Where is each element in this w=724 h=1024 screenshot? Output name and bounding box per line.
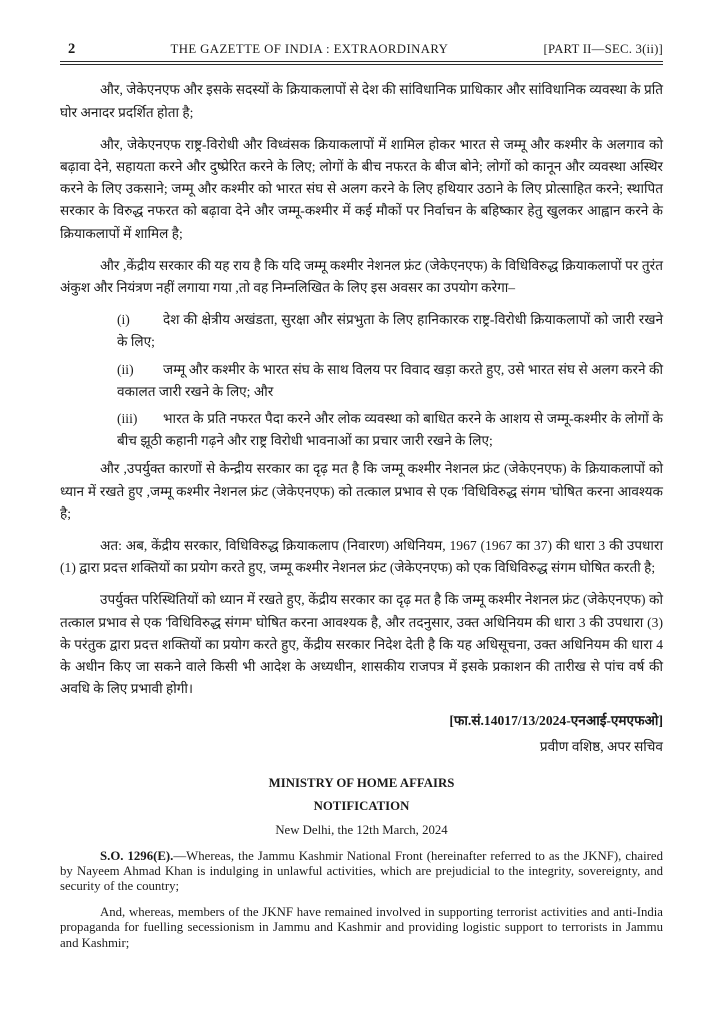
hindi-paragraph-govt-opinion: और ,केंद्रीय सरकार की यह राय है कि यदि जम्मू कश्मीर नेशनल फ्रंट (जेकेएनएफ) के विधिविरुद्ध क्रियाकलापों पर तुरंत अंकुश और नियंत्रण नहीं लगाया गया ,तो वह निम्नलिखित के लिए इस अवसर का उपयोग करेगा– <box>60 257 663 296</box>
hindi-paragraph-activities: और, जेकेएनएफ राष्ट्र-विरोधी और विध्वंसक क्रियाकलापों में शामिल होकर भारत से जम्मू और कश्मीर के अलगाव को बढ़ावा देने, सहायता करने और दुष्प्रेरित करने के लिए; लोगों के बीच नफरत के बीज बोने; लोगों को कानून और व्यवस्था अस्थिर करने के लिए उकसाने; जम्मू और कश्मीर को भारत संघ से अलग करने के लिए हथियार उठाने के लिए प्रोत्साहित करने; स्थापित सरकार के विरुद्ध नफरत को बढ़ावा देने और जम्मू-कश्मीर में कई मौकों पर निर्वाचन के बहिष्कार हेतु खुलकर आह्वान करने के क्रियाकलापों में शामिल है; <box>60 136 663 241</box>
list-item-text: देश की क्षेत्रीय अखंडता, सुरक्षा और संप्रभुता के लिए हानिकारक राष्ट्र-विरोधी क्रियाकलापों को जारी रखने के लिए; <box>117 312 663 350</box>
header-double-rule <box>60 61 663 65</box>
dateline: New Delhi, the 12th March, 2024 <box>275 823 448 838</box>
hindi-paragraph-disrespect: और, जेकेएनएफ और इसके सदस्यों के क्रियाकलापों से देश की सांविधानिक प्राधिकार और सांविधानिक व्यवस्था के प्रति घोर अनादर प्रदर्शित होता है; <box>60 82 663 120</box>
so-text: —Whereas, the Jammu Kashmir National Front (hereinafter referred to as the JKNF), chaired by Nayeem Ahmad Khan is indulging in unlawful activities, which are prejudicial to the integrity, sovereignty, and security of the country; <box>60 848 663 894</box>
page-number: 2 <box>68 41 76 57</box>
ministry-heading: MINISTRY OF HOME AFFAIRS <box>268 775 455 790</box>
list-item-label: (ii) <box>117 361 134 377</box>
unlawful-purposes-list <box>60 309 663 452</box>
english-paragraph-whereas: And, whereas, members of the JKNF have remained involved in supporting terrorist activities and anti-India propaganda for fuelling secessionism in Jammu and Kashmir and providing logistic support to terrorists in Jammu and Kashmir; <box>60 904 663 950</box>
signatory: प्रवीण वशिष्ठ, अपर सचिव <box>539 738 663 754</box>
notification-body <box>60 79 663 951</box>
notification-heading: NOTIFICATION <box>313 799 410 814</box>
list-item-label: (iii) <box>117 411 138 427</box>
list-item-iii <box>117 408 663 452</box>
gazette-title: THE GAZETTE OF INDIA : EXTRAORDINARY <box>170 42 449 56</box>
part-section-label: [PART II—SEC. 3(ii)] <box>543 42 663 56</box>
list-item-text: भारत के प्रति नफरत पैदा करने और लोक व्यवस्था को बाधित करने के आशय से जम्मू-कश्मीर के लोगों के बीच झूठी कहानी गढ़ने और राष्ट्र विरोधी भावनाओं का प्रचार जारी रखने के लिए; <box>117 411 663 449</box>
so-number: S.O. 1296(E). <box>100 848 174 863</box>
list-item-label: (i) <box>117 312 130 328</box>
list-item-i <box>117 309 663 353</box>
page-header <box>60 40 663 58</box>
hindi-paragraph-declaration: अत: अब, केंद्रीय सरकार, विधिविरुद्ध क्रियाकलाप (निवारण) अधिनियम, 1967 (1967 का 37) की धारा 3 की उपधारा (1) द्वारा प्रदत्त शक्तियों का प्रयोग करते हुए, जम्मू कश्मीर नेशनल फ्रंट (जेकेएनएफ) को एक विधिविरुद्ध संगम घोषित करती है; <box>60 538 663 576</box>
list-item-text: जम्मू और कश्मीर के भारत संघ के साथ विलय पर विवाद खड़ा करते हुए, उसे भारत संघ से अलग करने की वकालत जारी रखने के लिए; और <box>117 361 663 399</box>
hindi-paragraph-effective-period: उपर्युक्त परिस्थितियों को ध्यान में रखते हुए, केंद्रीय सरकार का दृढ़ मत है कि जम्मू कश्मीर नेशनल फ्रंट (जेकेएनएफ) को तत्काल प्रभाव से एक 'विधिविरुद्ध संगम' घोषित करना आवश्यक है, और तदनुसार, उक्त अधिनियम की धारा 3 की उपधारा (3) के परंतुक द्वारा प्रदत्त शक्तियों का प्रयोग करते हुए, केंद्रीय सरकार निदेश देती है कि यह अधिसूचना, उक्त अधिनियम की धारा 4 के अधीन किए जा सकने वाले किसी भी आदेश के अध्यधीन, शासकीय राजपत्र में इसके प्रकाशन की तारीख से पांच वर्ष की अवधि के लिए प्रभावी होगी। <box>60 592 663 697</box>
english-paragraph-so <box>60 849 663 895</box>
list-item-ii <box>117 359 663 403</box>
file-number: [फा.सं.14017/13/2024-एनआई-एमएफओ] <box>449 713 663 729</box>
hindi-paragraph-firm-opinion: और ,उपर्युक्त कारणों से केन्द्रीय सरकार का दृढ़ मत है कि जम्मू कश्मीर नेशनल फ्रंट (जेकेएनएफ) के क्रियाकलापों को ध्यान में रखते हुए ,जम्मू कश्मीर नेशनल फ्रंट (जेकेएनएफ) को तत्काल प्रभाव से एक 'विधिविरुद्ध संगम 'घोषित करना आवश्यक है; <box>60 461 663 521</box>
